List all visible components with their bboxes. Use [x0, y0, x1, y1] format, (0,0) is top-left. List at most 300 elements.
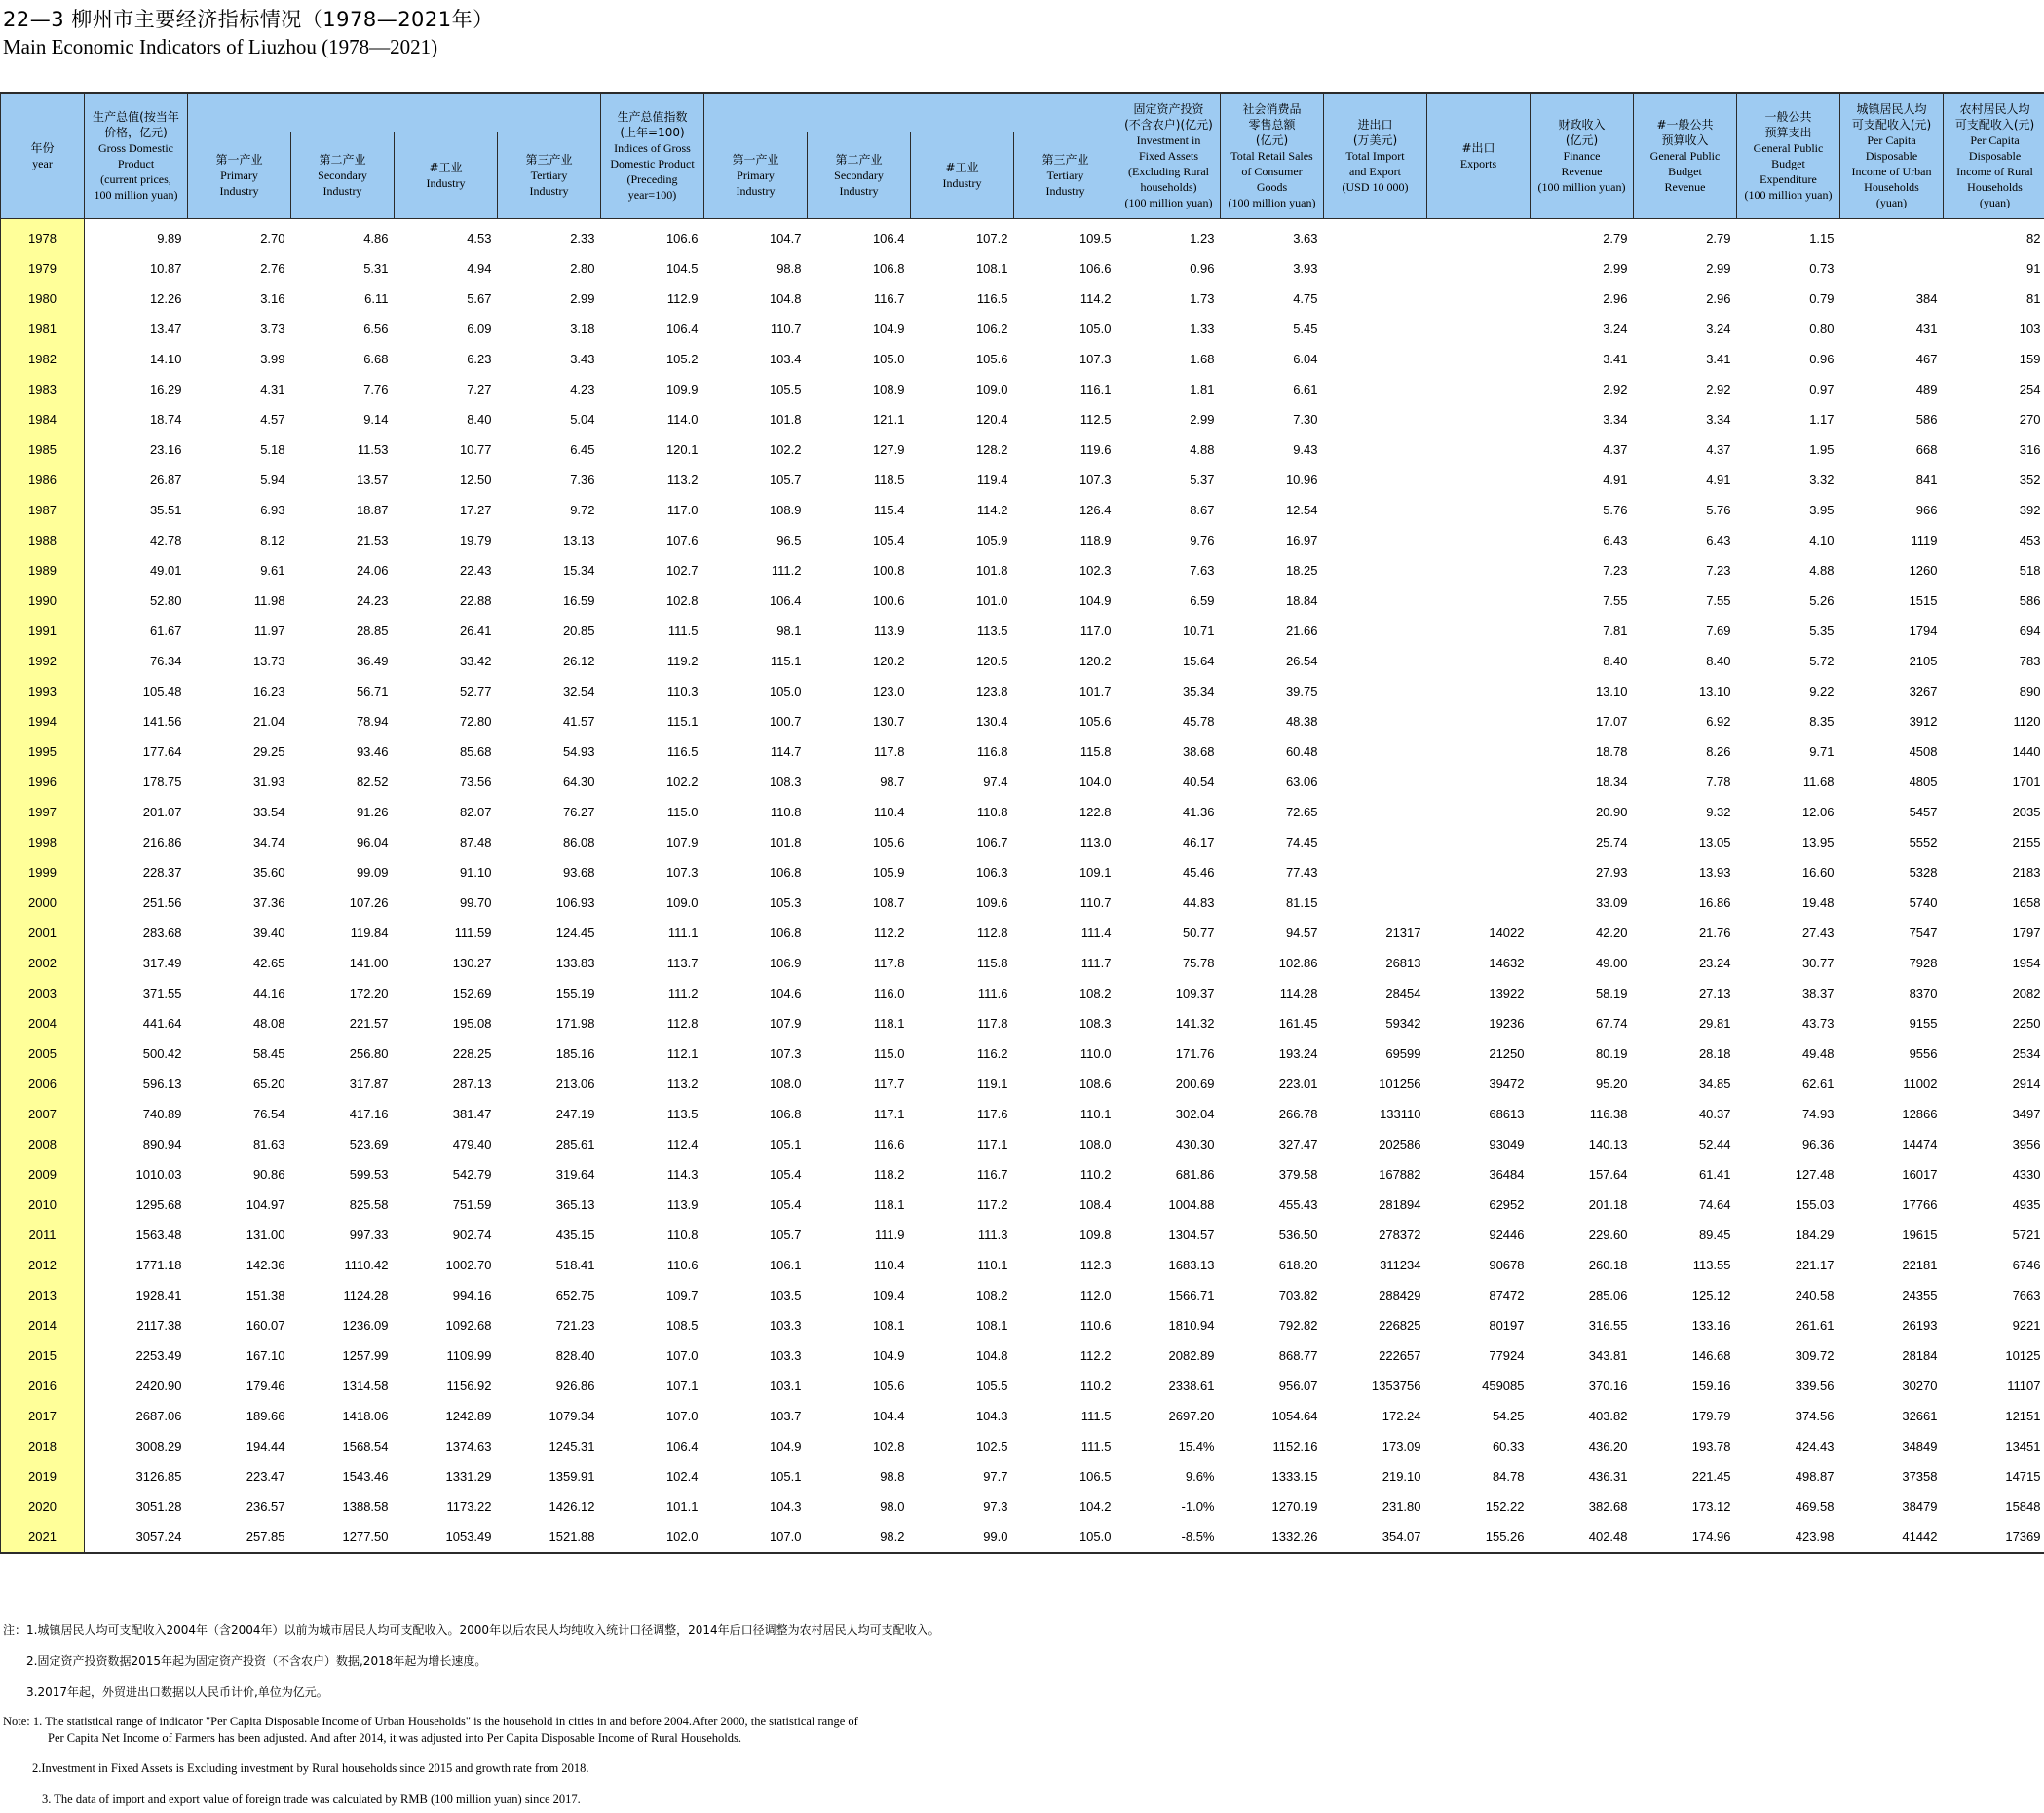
header-line: year: [32, 156, 53, 170]
value-cell: 3.43: [570, 351, 595, 366]
value-cell: 0.79: [1809, 290, 1835, 306]
value-cell: 317.87: [349, 1076, 389, 1091]
header-retail: [1221, 93, 1324, 218]
header-index: [601, 93, 704, 218]
value-cell: 1054.64: [1271, 1408, 1318, 1423]
value-cell: 155.26: [1427, 1522, 1531, 1553]
header-index-industry: [911, 132, 1014, 218]
value-cell: 42.65: [252, 955, 285, 970]
value-cell: 91.26: [356, 804, 389, 819]
value-cell: 108.1: [872, 1317, 905, 1333]
value-cell: 7.69: [1706, 623, 1731, 638]
value-cell: 56.71: [356, 683, 389, 699]
value-cell: [1324, 585, 1427, 616]
value-cell: 106.1: [769, 1257, 802, 1272]
value-cell: 87472: [1489, 1287, 1525, 1303]
value-cell: 121.1: [872, 411, 905, 427]
value-cell: 21.53: [356, 532, 389, 548]
value-cell: 1701: [2012, 774, 2041, 789]
value-cell: 155.19: [555, 985, 595, 1001]
year-cell: 2013: [1, 1280, 85, 1310]
value-cell: 3.73: [260, 321, 285, 336]
year-cell: 2020: [1, 1492, 85, 1522]
value-cell: 7.30: [1293, 411, 1318, 427]
value-cell: 257.85: [188, 1522, 291, 1553]
year-cell: 1983: [1, 374, 85, 404]
header-line: Investment in: [1136, 132, 1201, 147]
value-cell: 1152.16: [1272, 1438, 1318, 1454]
value-cell: 18.87: [356, 502, 389, 517]
value-cell: 4.31: [260, 381, 285, 397]
value-cell: 21317: [1385, 925, 1421, 940]
value-cell: 99.70: [459, 894, 492, 910]
header-fixed-assets: [1117, 93, 1221, 218]
value-cell: 3.34: [1706, 411, 1731, 427]
value-cell: 3267: [1909, 683, 1938, 699]
value-cell: 117.0: [1079, 623, 1112, 638]
value-cell: 599.53: [349, 1166, 389, 1182]
value-cell: 159.16: [1691, 1378, 1731, 1393]
value-cell: 93049: [1489, 1136, 1525, 1152]
value-cell: 113.55: [1692, 1257, 1731, 1272]
value-cell: 453: [2019, 532, 2041, 548]
value-cell: 4.94: [467, 260, 492, 276]
value-cell: [1324, 857, 1427, 888]
value-cell: 430.30: [1175, 1136, 1215, 1152]
value-cell: 32.54: [562, 683, 595, 699]
year-cell: 1993: [1, 676, 85, 706]
table-row: [1, 283, 2044, 314]
value-cell: 3057.24: [85, 1522, 188, 1553]
value-cell: 41442: [1840, 1522, 1944, 1553]
table-header: [1, 93, 2044, 218]
header-line: 价格，亿元): [104, 125, 168, 139]
value-cell: 102.4: [665, 1468, 699, 1484]
value-cell: 2.79: [1706, 230, 1731, 246]
value-cell: 103.3: [769, 1317, 802, 1333]
table-row: [1, 1129, 2044, 1159]
value-cell: 113.9: [666, 1196, 699, 1212]
year-cell: 1989: [1, 555, 85, 585]
value-cell: 104.5: [665, 260, 699, 276]
value-cell: 106.4: [872, 230, 905, 246]
value-cell: 72.80: [459, 713, 492, 729]
value-cell: 0.96: [1809, 351, 1835, 366]
value-cell: 84.78: [1492, 1468, 1525, 1484]
value-cell: 16.97: [1285, 532, 1318, 548]
header-line: #一般公共: [1656, 117, 1714, 132]
value-cell: 10.71: [1182, 623, 1215, 638]
value-cell: 1.73: [1190, 290, 1215, 306]
value-cell: 76.34: [149, 653, 182, 668]
year-cell: 1987: [1, 495, 85, 525]
value-cell: 1.33: [1190, 321, 1215, 336]
value-cell: 15848: [2005, 1498, 2041, 1514]
year-cell: 1978: [1, 218, 85, 253]
header-line: 100 million yuan): [94, 187, 178, 202]
value-cell: [1324, 888, 1427, 918]
value-cell: 15.34: [562, 562, 595, 578]
value-cell: [1427, 857, 1531, 888]
value-cell: 127.48: [1795, 1166, 1835, 1182]
value-cell: 33.09: [1595, 894, 1628, 910]
value-cell: 141.32: [1175, 1015, 1215, 1031]
year-cell: 2001: [1, 918, 85, 948]
value-cell: 16.23: [252, 683, 285, 699]
value-cell: 542.79: [452, 1166, 492, 1182]
value-cell: 2.92: [1706, 381, 1731, 397]
table-row: [1, 948, 2044, 978]
value-cell: 374.56: [1795, 1408, 1835, 1423]
value-cell: 108.0: [769, 1076, 802, 1091]
value-cell: 4.91: [1603, 472, 1628, 487]
header-line: (Preceding: [626, 171, 678, 186]
value-cell: 117.6: [976, 1106, 1008, 1121]
value-cell: 2534: [2012, 1045, 2041, 1061]
value-cell: 110.0: [1079, 1045, 1112, 1061]
value-cell: 270: [2019, 411, 2041, 427]
value-cell: 3.99: [260, 351, 285, 366]
value-cell: 4.37: [1706, 441, 1731, 457]
value-cell: 1002.70: [445, 1257, 492, 1272]
value-cell: 59342: [1385, 1015, 1421, 1031]
value-cell: 90.86: [252, 1166, 285, 1182]
table-row: [1, 1190, 2044, 1220]
value-cell: [1427, 253, 1531, 283]
value-cell: 254: [2019, 381, 2041, 397]
value-cell: 97.3: [983, 1498, 1008, 1514]
value-cell: 2250: [2012, 1015, 2041, 1031]
value-cell: 10.77: [459, 441, 492, 457]
value-cell: 104.7: [769, 230, 802, 246]
value-cell: 26.87: [149, 472, 182, 487]
value-cell: 13.73: [252, 653, 285, 668]
table-row: [1, 1159, 2044, 1190]
year-cell: 2002: [1, 948, 85, 978]
value-cell: 1245.31: [549, 1438, 595, 1454]
value-cell: 436.20: [1588, 1438, 1628, 1454]
value-cell: 105.3: [769, 894, 802, 910]
value-cell: 179.46: [246, 1378, 285, 1393]
note-cn-3: 3.2017年起，外贸进出口数据以人民币计价,单位为亿元。: [26, 1685, 328, 1699]
value-cell: 96.36: [1801, 1136, 1835, 1152]
value-cell: 2.33: [570, 230, 595, 246]
value-cell: 104.9: [769, 1438, 802, 1454]
value-cell: 1010.03: [135, 1166, 182, 1182]
value-cell: 6.59: [1190, 592, 1215, 608]
value-cell: 868.77: [1278, 1347, 1318, 1363]
value-cell: 12.06: [1801, 804, 1835, 819]
value-cell: 221.57: [349, 1015, 389, 1031]
value-cell: 123.0: [872, 683, 905, 699]
value-cell: 113.5: [666, 1106, 699, 1121]
value-cell: [1324, 525, 1427, 555]
value-cell: 69599: [1385, 1045, 1421, 1061]
value-cell: 103.5: [769, 1287, 802, 1303]
value-cell: 152.69: [452, 985, 492, 1001]
value-cell: [1324, 218, 1427, 253]
header-line: #出口: [1461, 140, 1495, 155]
value-cell: [1324, 283, 1427, 314]
value-cell: 926.86: [555, 1378, 595, 1393]
value-cell: 105.7: [769, 1227, 802, 1242]
header-line: Gross Domestic: [98, 140, 173, 155]
year-cell: 1984: [1, 404, 85, 434]
value-cell: 119.6: [1079, 441, 1112, 457]
value-cell: 119.2: [666, 653, 699, 668]
value-cell: 159: [2019, 351, 2041, 366]
value-cell: 104.8: [769, 290, 802, 306]
value-cell: 309.72: [1795, 1347, 1835, 1363]
value-cell: 518: [2019, 562, 2041, 578]
value-cell: 751.59: [452, 1196, 492, 1212]
value-cell: [1427, 525, 1531, 555]
value-cell: 107.9: [769, 1015, 802, 1031]
value-cell: 1797: [2012, 925, 2041, 940]
value-cell: 219.10: [1382, 1468, 1421, 1484]
table-row: [1, 1492, 2044, 1522]
value-cell: 13.13: [562, 532, 595, 548]
value-cell: 113.9: [873, 623, 905, 638]
value-cell: 63.06: [1285, 774, 1318, 789]
value-cell: 287.13: [452, 1076, 492, 1091]
value-cell: 113.2: [666, 472, 699, 487]
value-cell: 116.1: [1079, 381, 1112, 397]
value-cell: 8.12: [260, 532, 285, 548]
value-cell: 100.7: [769, 713, 802, 729]
table-row: [1, 253, 2044, 283]
value-cell: 13.95: [1801, 834, 1835, 850]
header-line: General Public: [1753, 140, 1824, 155]
header-line: Disposable: [1968, 148, 2022, 163]
header-line: Budget: [1668, 164, 1702, 178]
value-cell: [1324, 344, 1427, 374]
value-cell: 236.57: [246, 1498, 285, 1514]
value-cell: 106.8: [872, 260, 905, 276]
header-line: 第一产业: [215, 152, 263, 167]
value-cell: 20.90: [1595, 804, 1628, 819]
value-cell: 783: [2019, 653, 2041, 668]
value-cell: 105.0: [1079, 321, 1112, 336]
value-cell: 1928.41: [135, 1287, 182, 1303]
value-cell: 6.45: [570, 441, 595, 457]
header-line: Secondary: [834, 168, 884, 182]
value-cell: 110.7: [1079, 894, 1112, 910]
value-cell: 42.78: [149, 532, 182, 548]
value-cell: 2082.89: [1168, 1347, 1215, 1363]
value-cell: 518.41: [555, 1257, 595, 1272]
table-row: [1, 314, 2044, 344]
header-line: Goods: [1256, 179, 1288, 194]
header-line: Total Retail Sales: [1230, 148, 1313, 163]
value-cell: 828.40: [555, 1347, 595, 1363]
value-cell: 343.81: [1588, 1347, 1628, 1363]
value-cell: [1324, 465, 1427, 495]
value-cell: 2.99: [1190, 411, 1215, 427]
value-cell: 116.5: [976, 290, 1008, 306]
value-cell: 2.70: [260, 230, 285, 246]
header-line: #工业: [945, 160, 979, 174]
value-cell: 3.18: [570, 321, 595, 336]
value-cell: 9.61: [260, 562, 285, 578]
value-cell: 109.7: [665, 1287, 699, 1303]
value-cell: 16.59: [562, 592, 595, 608]
value-cell: 213.06: [555, 1076, 595, 1091]
table-row: [1, 1039, 2044, 1069]
value-cell: 1333.15: [1271, 1468, 1318, 1484]
value-cell: 1.81: [1190, 381, 1215, 397]
value-cell: 403.82: [1588, 1408, 1628, 1423]
table-body: [1, 218, 2044, 1553]
header-line: 零售总额: [1248, 117, 1296, 132]
value-cell: 174.96: [1634, 1522, 1737, 1553]
value-cell: 114.7: [770, 743, 802, 759]
value-cell: 223.47: [246, 1468, 285, 1484]
table-row: [1, 888, 2044, 918]
value-cell: [1427, 706, 1531, 737]
year-cell: 1986: [1, 465, 85, 495]
value-cell: 92446: [1489, 1227, 1525, 1242]
value-cell: 113.7: [666, 955, 699, 970]
header-line: 生产总值(按当年: [93, 109, 179, 124]
value-cell: 105.48: [142, 683, 182, 699]
value-cell: 4.91: [1706, 472, 1731, 487]
value-cell: 9.72: [570, 502, 595, 517]
value-cell: 28184: [1902, 1347, 1938, 1363]
table-row: [1, 978, 2044, 1008]
header-line: 社会消费品: [1242, 101, 1302, 116]
value-cell: 107.9: [665, 834, 699, 850]
header-line: and Export: [1349, 164, 1401, 178]
value-cell: 618.20: [1278, 1257, 1318, 1272]
value-cell: 17369: [1944, 1522, 2044, 1553]
header-urban-income: [1840, 93, 1944, 218]
value-cell: 42.20: [1595, 925, 1628, 940]
value-cell: 2914: [2012, 1076, 2041, 1091]
year-cell: 2019: [1, 1461, 85, 1492]
value-cell: 117.1: [976, 1136, 1008, 1152]
table-row: [1, 1280, 2044, 1310]
year-cell: 2006: [1, 1069, 85, 1099]
value-cell: 6.68: [363, 351, 389, 366]
year-cell: 2014: [1, 1310, 85, 1341]
value-cell: 6.93: [260, 502, 285, 517]
table-row: [1, 767, 2044, 797]
value-cell: 4935: [2012, 1196, 2041, 1212]
value-cell: 58.19: [1595, 985, 1628, 1001]
value-cell: 108.6: [1079, 1076, 1112, 1091]
value-cell: 10.87: [149, 260, 182, 276]
value-cell: 146.68: [1691, 1347, 1731, 1363]
header-line: (yuan): [1875, 195, 1908, 209]
value-cell: 173.12: [1691, 1498, 1731, 1514]
value-cell: 109.0: [975, 381, 1008, 397]
value-cell: 5.35: [1809, 623, 1835, 638]
value-cell: 60.33: [1492, 1438, 1525, 1454]
value-cell: 285.61: [555, 1136, 595, 1152]
value-cell: [1427, 616, 1531, 646]
value-cell: 27.93: [1595, 864, 1628, 880]
value-cell: [1427, 404, 1531, 434]
value-cell: [1324, 676, 1427, 706]
value-cell: 112.9: [666, 290, 699, 306]
value-cell: 74.64: [1698, 1196, 1731, 1212]
value-cell: 104.97: [246, 1196, 285, 1212]
value-cell: [1427, 585, 1531, 616]
value-cell: 105.5: [975, 1378, 1008, 1393]
header-line: Expenditure: [1760, 171, 1817, 186]
value-cell: 50.77: [1182, 925, 1215, 940]
value-cell: 23.16: [149, 441, 182, 457]
value-cell: 105.6: [1079, 713, 1112, 729]
value-cell: [1840, 253, 1944, 283]
value-cell: 1304.57: [1168, 1227, 1215, 1242]
value-cell: 127.9: [872, 441, 905, 457]
value-cell: 133.83: [555, 955, 595, 970]
value-cell: 3.16: [260, 290, 285, 306]
value-cell: 424.43: [1795, 1438, 1835, 1454]
value-cell: 76.54: [252, 1106, 285, 1121]
value-cell: 26.12: [562, 653, 595, 668]
value-cell: 7.55: [1603, 592, 1628, 608]
value-cell: 1173.22: [446, 1498, 492, 1514]
value-cell: 104.4: [872, 1408, 905, 1423]
value-cell: 85.68: [459, 743, 492, 759]
year-cell: 2009: [1, 1159, 85, 1190]
header-line: 可支配收入(元): [1851, 117, 1932, 132]
value-cell: 2.76: [260, 260, 285, 276]
table-row: [1, 434, 2044, 465]
value-cell: 2253.49: [135, 1347, 182, 1363]
year-cell: 1996: [1, 767, 85, 797]
value-cell: 202586: [1379, 1136, 1421, 1152]
table-title-en: Main Economic Indicators of Liuzhou (1978—2021): [3, 35, 438, 58]
value-cell: 302.04: [1175, 1106, 1215, 1121]
header-line: 一般公共: [1764, 109, 1812, 124]
value-cell: 6.56: [363, 321, 389, 336]
value-cell: 160.07: [246, 1317, 285, 1333]
value-cell: 110.4: [873, 804, 905, 819]
value-cell: 3.41: [1603, 351, 1628, 366]
value-cell: 54.25: [1492, 1408, 1525, 1423]
value-cell: 1954: [2012, 955, 2041, 970]
header-index-group-spacer: [704, 93, 1117, 132]
value-cell: 106.8: [769, 925, 802, 940]
value-cell: 97.4: [983, 774, 1008, 789]
value-cell: 596.13: [142, 1076, 182, 1091]
value-cell: 890.94: [142, 1136, 182, 1152]
value-cell: 105.4: [769, 1196, 802, 1212]
value-cell: 111.2: [667, 985, 699, 1001]
value-cell: 4.23: [570, 381, 595, 397]
value-cell: 8.40: [1706, 653, 1731, 668]
value-cell: 5740: [1909, 894, 1938, 910]
value-cell: 140.13: [1588, 1136, 1628, 1152]
value-cell: 4.88: [1190, 441, 1215, 457]
value-cell: 108.2: [1079, 985, 1112, 1001]
value-cell: 60.48: [1285, 743, 1318, 759]
value-cell: 39472: [1489, 1076, 1525, 1091]
value-cell: 108.1: [975, 1317, 1008, 1333]
table-row: [1, 646, 2044, 676]
value-cell: 111.4: [1080, 925, 1112, 940]
value-cell: 106.2: [975, 321, 1008, 336]
value-cell: 98.7: [880, 774, 905, 789]
value-cell: 105.9: [872, 864, 905, 880]
value-cell: 112.2: [873, 925, 905, 940]
value-cell: 1374.63: [445, 1438, 492, 1454]
value-cell: 5328: [1909, 864, 1938, 880]
